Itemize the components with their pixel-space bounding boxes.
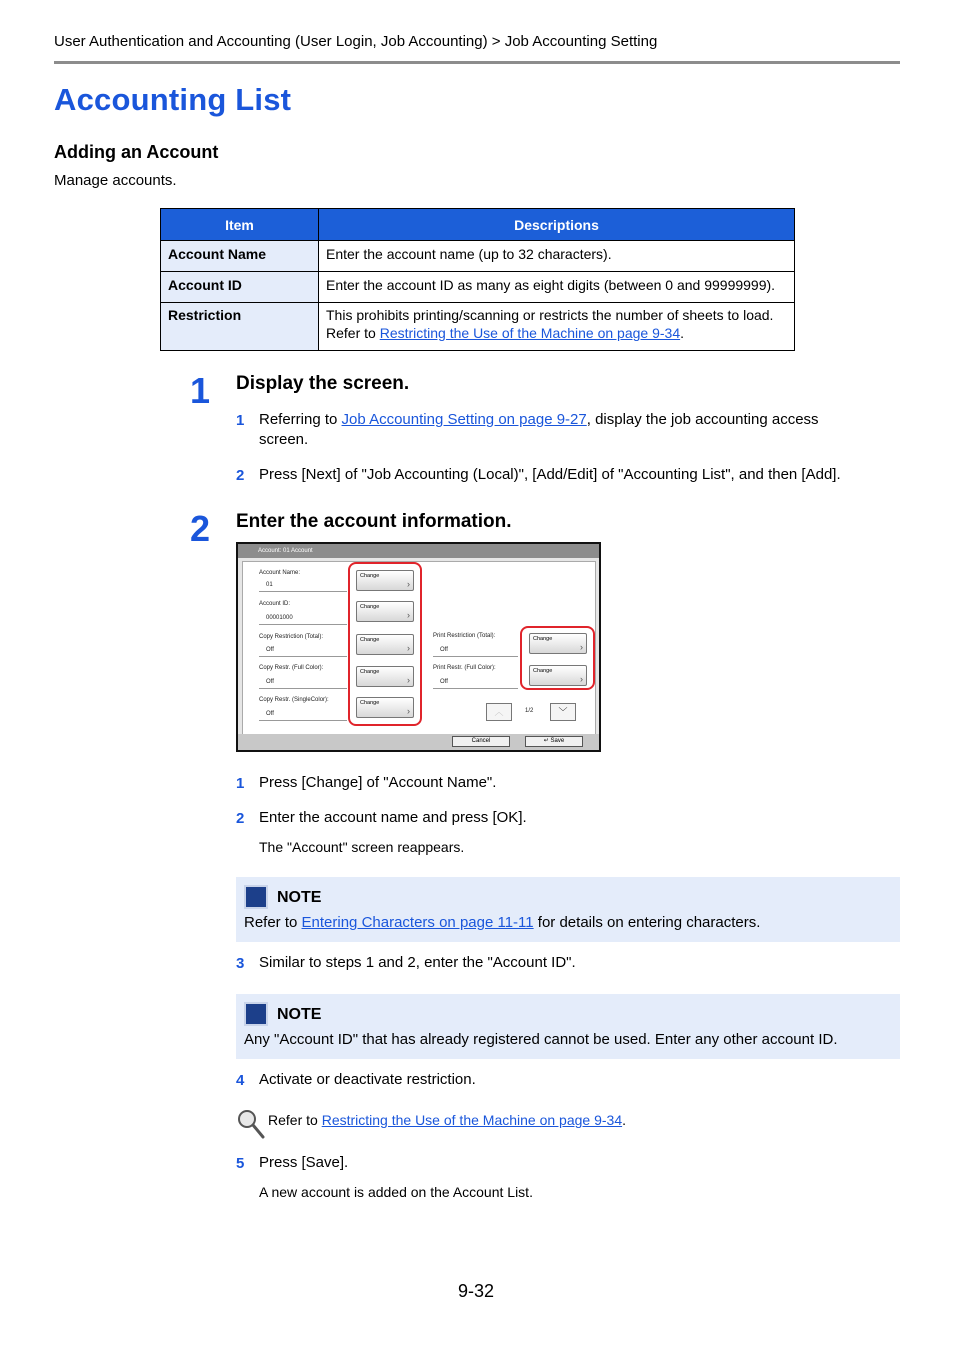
- note-text-post: for details on entering characters.: [533, 914, 761, 931]
- table-row: [161, 303, 795, 351]
- account-screen: [236, 542, 601, 752]
- change-button[interactable]: [356, 570, 414, 591]
- table-cell-desc: Enter the account name (up to 32 characters).: [319, 241, 795, 272]
- substep-number: 1: [236, 412, 245, 429]
- reference-text-post: .: [622, 1112, 626, 1128]
- field-label: Account Name:: [259, 570, 301, 576]
- table-header-descriptions: Descriptions: [319, 209, 795, 241]
- change-button[interactable]: [356, 601, 414, 622]
- table-header-item: Item: [161, 209, 319, 241]
- substep-text-post: , display the job accounting access: [586, 411, 819, 428]
- section-intro: Manage accounts.: [54, 172, 177, 189]
- page-number: 9-32: [458, 1281, 495, 1301]
- field-underline: [433, 688, 518, 689]
- substep-text: [259, 410, 899, 450]
- screen-footer: [238, 734, 599, 750]
- substep-result: A new account is added on the Account List.: [259, 1184, 533, 1200]
- step-number-2: 2: [190, 508, 211, 549]
- field-label: Account ID:: [259, 601, 291, 607]
- substep-number: 5: [236, 1155, 245, 1172]
- field-underline: [259, 656, 347, 657]
- field-label: Copy Restr. (SingleColor):: [259, 697, 329, 703]
- field-underline: [259, 624, 347, 625]
- substep-number: 2: [236, 810, 245, 827]
- note-box: [236, 877, 900, 942]
- table-row: [161, 241, 795, 272]
- change-button[interactable]: [356, 697, 414, 718]
- page-up-button[interactable]: [486, 703, 512, 721]
- header-rule: [54, 61, 900, 64]
- screen-panel: [242, 561, 596, 735]
- table-cell-item: Account Name: [161, 241, 319, 272]
- substep-number: 1: [236, 775, 245, 792]
- cancel-button[interactable]: Cancel: [452, 736, 510, 747]
- field-underline: [259, 720, 347, 721]
- change-label: Change: [533, 636, 553, 642]
- field-label: Print Restriction (Total):: [433, 633, 496, 639]
- page-down-button[interactable]: [550, 703, 576, 721]
- note-text: [244, 913, 760, 933]
- reference-text-pre: Refer to: [268, 1112, 322, 1128]
- change-label: Change: [360, 604, 380, 610]
- change-button[interactable]: [529, 633, 587, 654]
- substep-number: 2: [236, 467, 245, 484]
- breadcrumb: User Authentication and Accounting (User Login, Job Accounting) > Job Accounting Setting: [54, 33, 658, 50]
- change-label: Change: [533, 668, 553, 674]
- magnifier-icon: [236, 1108, 266, 1140]
- table-cell-desc: [319, 303, 795, 351]
- screen-title: Account: 01 Account: [238, 544, 599, 558]
- field-value: Off: [266, 647, 274, 653]
- note-text-pre: Refer to: [244, 914, 302, 931]
- chevron-right-icon: ›: [407, 706, 410, 716]
- job-accounting-link[interactable]: Job Accounting Setting on page 9-27: [341, 411, 587, 428]
- enter-icon: ↵: [543, 738, 551, 744]
- section-title: Adding an Account: [54, 142, 219, 162]
- table-row: [161, 272, 795, 303]
- chevron-right-icon: ›: [407, 675, 410, 685]
- substep-text: Press [Save].: [259, 1154, 349, 1171]
- field-value: Off: [266, 711, 274, 717]
- note-icon: [244, 885, 268, 909]
- chevron-up-icon: ︿: [494, 707, 504, 717]
- chevron-down-icon: ﹀: [558, 707, 568, 717]
- page-indicator: 1/2: [525, 708, 534, 714]
- chevron-right-icon: ›: [580, 642, 583, 652]
- field-underline: [259, 688, 347, 689]
- page-title: Accounting List: [54, 82, 292, 117]
- chevron-right-icon: ›: [407, 579, 410, 589]
- substep-text: Activate or deactivate restriction.: [259, 1071, 476, 1088]
- change-button[interactable]: [356, 634, 414, 655]
- note-title: NOTE: [277, 1006, 322, 1023]
- change-button[interactable]: [529, 665, 587, 686]
- change-button[interactable]: [356, 666, 414, 687]
- step-number-1: 1: [190, 370, 211, 411]
- field-value: Off: [266, 679, 274, 685]
- field-label: Copy Restr. (Full Color):: [259, 665, 324, 671]
- entering-characters-link[interactable]: Entering Characters on page 11-11: [301, 914, 534, 931]
- note-icon: [244, 1002, 268, 1026]
- field-value: Off: [440, 647, 448, 653]
- save-button[interactable]: [525, 736, 583, 747]
- note-box: [236, 994, 900, 1059]
- change-label: Change: [360, 573, 380, 579]
- substep-text: Press [Change] of "Account Name".: [259, 774, 497, 791]
- substep-result: The "Account" screen reappears.: [259, 839, 465, 855]
- table-cell-item: Restriction: [161, 303, 319, 351]
- change-label: Change: [360, 637, 380, 643]
- note-text: Any "Account ID" that has already registered cannot be used. Enter any other account ID.: [244, 1031, 838, 1048]
- substep-text: Enter the account name and press [OK].: [259, 809, 527, 826]
- restriction-desc-post: .: [680, 325, 684, 341]
- change-label: Change: [360, 700, 380, 706]
- substep-text: Press [Next] of "Job Accounting (Local)", [Add/Edit] of "Accounting List", and then [Add].: [259, 466, 841, 483]
- restriction-desc-pre: Refer to: [326, 325, 380, 341]
- restricting-link[interactable]: Restricting the Use of the Machine on page 9-34: [321, 1112, 623, 1128]
- field-underline: [259, 591, 347, 592]
- field-value: 01: [266, 582, 273, 588]
- accounting-table: [160, 208, 795, 351]
- restriction-desc-line1: This prohibits printing/scanning or restricts the number of sheets to load.: [326, 307, 774, 323]
- substep-number: 4: [236, 1072, 245, 1089]
- substep-text: Similar to steps 1 and 2, enter the "Account ID".: [259, 954, 576, 971]
- substep-number: 3: [236, 955, 245, 972]
- restriction-link[interactable]: Restricting the Use of the Machine on page 9-34: [379, 325, 681, 341]
- save-label: Save: [550, 738, 565, 744]
- note-title: NOTE: [277, 889, 322, 906]
- table-header-row: [161, 209, 795, 241]
- chevron-right-icon: ›: [407, 643, 410, 653]
- field-label: Copy Restriction (Total):: [259, 634, 324, 640]
- field-label: Print Restr. (Full Color):: [433, 665, 496, 671]
- table-cell-item: Account ID: [161, 272, 319, 303]
- field-value: Off: [440, 679, 448, 685]
- substep-text-line2: screen.: [259, 431, 309, 448]
- chevron-right-icon: ›: [407, 610, 410, 620]
- field-value: 00001000: [266, 615, 293, 621]
- reference-text: [268, 1112, 626, 1128]
- field-underline: [433, 656, 518, 657]
- change-label: Change: [360, 669, 380, 675]
- step-heading-2: Enter the account information.: [236, 511, 512, 532]
- step-heading-1: Display the screen.: [236, 373, 410, 394]
- substep-text-pre: Referring to: [259, 411, 342, 428]
- table-cell-desc: Enter the account ID as many as eight digits (between 0 and 99999999).: [319, 272, 795, 303]
- chevron-right-icon: ›: [580, 674, 583, 684]
